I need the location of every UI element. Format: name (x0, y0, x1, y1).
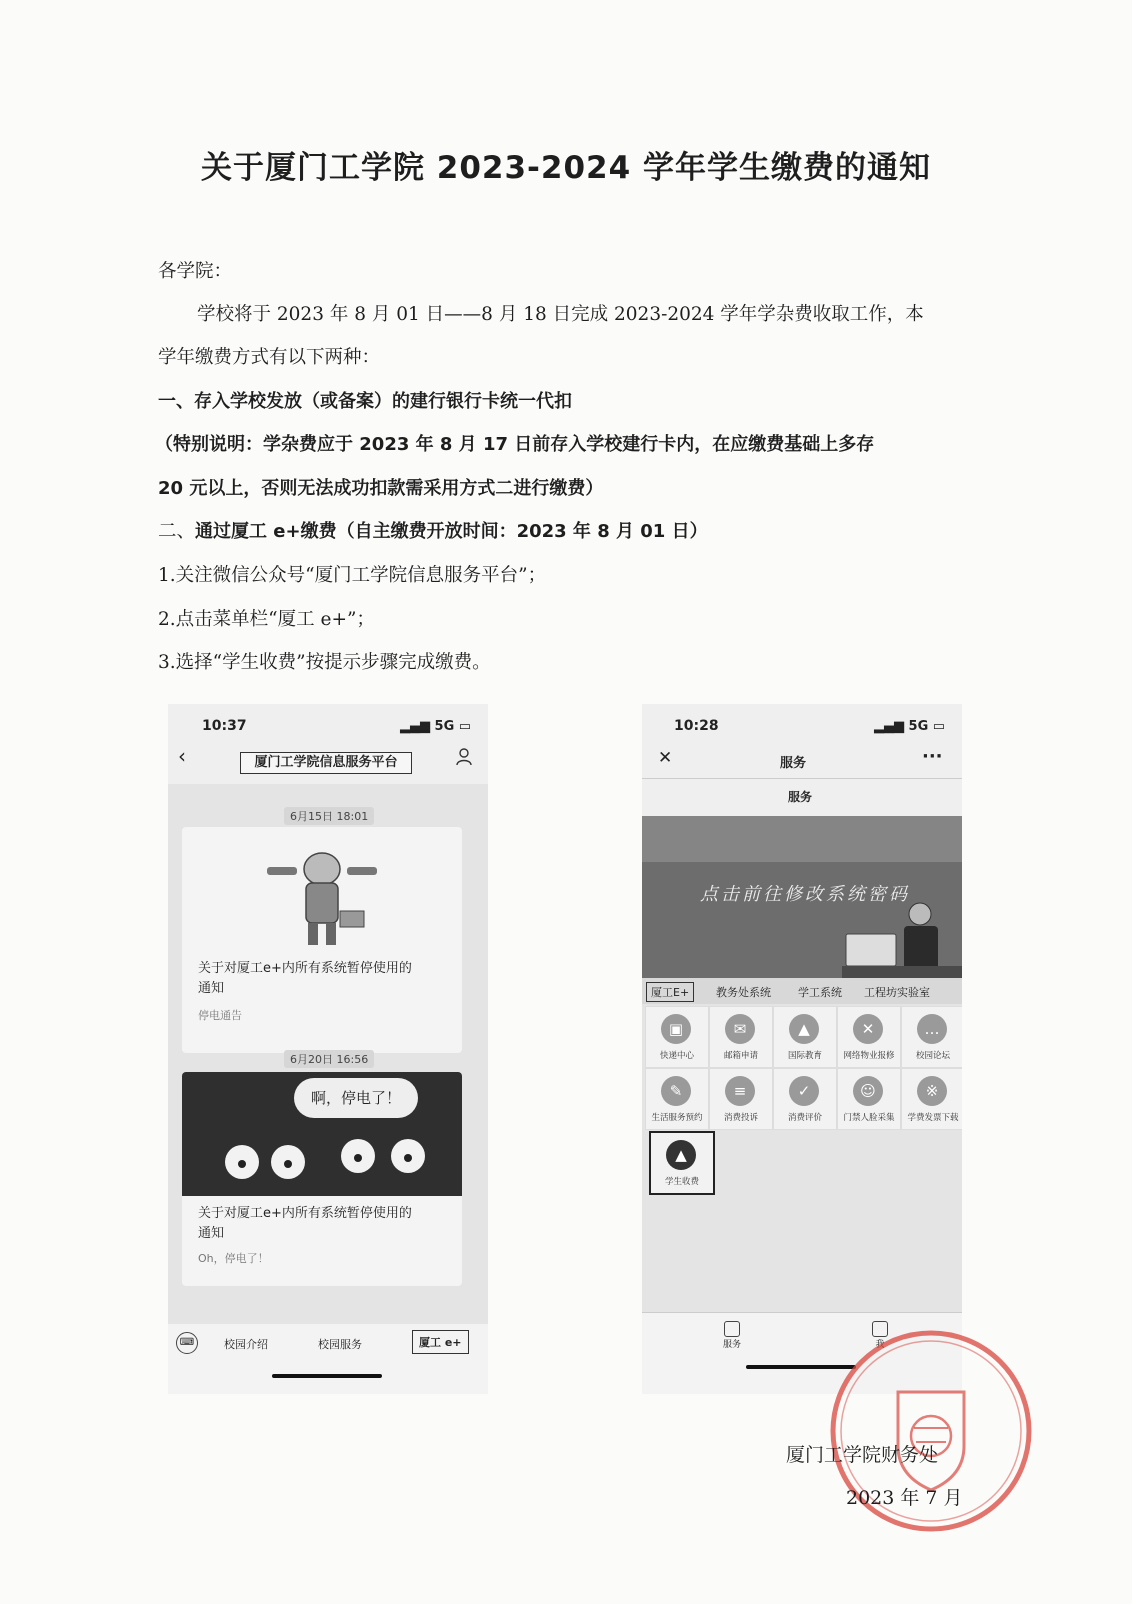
message-subtitle: 停电通告 (198, 1009, 242, 1022)
invoice-icon: ※ (917, 1076, 947, 1106)
tab-xiagong-e-plus[interactable]: 厦工E+ (646, 982, 694, 1002)
left-phone-screenshot (168, 704, 488, 1394)
password-banner[interactable] (642, 816, 962, 978)
message-card[interactable] (182, 1072, 462, 1286)
chat-icon: … (917, 1014, 947, 1044)
method1-note-line-1: （特别说明：学杂费应于 2023 年 8 月 17 日前存入学校建行卡内，在应缴费基础上多存 (155, 434, 875, 455)
wrench-icon: ✕ (853, 1014, 883, 1044)
more-icon[interactable]: ··· (922, 746, 943, 767)
greeting: 各学院： (158, 261, 233, 282)
service-mailbox-apply[interactable] (709, 1006, 773, 1068)
service-life-booking[interactable] (645, 1068, 709, 1130)
network-label: 5G (908, 719, 929, 734)
step-2: 2.点击菜单栏“厦工 e+”； (158, 609, 375, 630)
graduation-cap-icon: ▲ (666, 1140, 696, 1170)
message-title-line-1: 关于对厦工e+内所有系统暂停使用的 (198, 961, 412, 976)
service-label: 国际教育 (787, 1051, 822, 1061)
battery-icon: ▭ (458, 719, 472, 734)
person-icon[interactable] (456, 748, 472, 770)
page-header-title: 服务 (780, 756, 807, 771)
intro-line-2: 学年缴费方式有以下两种： (158, 347, 381, 368)
service-face-capture[interactable] (837, 1068, 901, 1130)
account-title: 厦门工学院信息服务平台 (240, 752, 412, 774)
battery-icon: ▭ (932, 719, 946, 734)
service-complaint[interactable] (709, 1068, 773, 1130)
right-phone-screenshot (642, 704, 962, 1394)
message-title-line-2: 通知 (198, 1226, 225, 1241)
menu-campus-service[interactable]: 校园服务 (318, 1338, 362, 1351)
document-title: 关于厦门工学院 2023-2024 学年学生缴费的通知 (200, 150, 931, 186)
graduation-cap-icon: ▲ (789, 1014, 819, 1044)
service-campus-forum[interactable] (901, 1006, 962, 1068)
signal-bars-icon: ▂▄▆ (874, 719, 904, 734)
tab-academic-system[interactable]: 教务处系统 (716, 986, 771, 999)
service-label: 学费发票下载 (907, 1113, 959, 1123)
message-subtitle: Oh，停电了！ (198, 1252, 269, 1265)
banner-text: 点击前往修改系统密码 (700, 884, 910, 905)
bottom-menu-bar (168, 1324, 488, 1394)
service-label: 门禁人脸采集 (843, 1113, 895, 1123)
close-icon[interactable]: ✕ (658, 748, 673, 768)
method1-note-line-2: 20 元以上，否则无法成功扣款需采用方式二进行缴费） (158, 478, 604, 499)
signal-bars-icon: ▂▄▆ (400, 719, 430, 734)
header-divider (642, 778, 962, 779)
message-timestamp: 6月15日 18:01 (284, 807, 374, 825)
message-title-line-1: 关于对厦工e+内所有系统暂停使用的 (198, 1206, 412, 1221)
tab-engineering-lab[interactable]: 工程坊实验室 (864, 986, 930, 999)
face-icon: ☺ (853, 1076, 883, 1106)
method2-prefix: 二、 (158, 521, 196, 542)
compass-icon (724, 1321, 740, 1337)
service-network-repair[interactable] (837, 1006, 901, 1068)
step-3: 3.选择“学生收费”按提示步骤完成缴费。 (158, 652, 491, 673)
banner-top-band (642, 816, 962, 862)
service-label: 快递中心 (659, 1051, 694, 1061)
status-time: 10:37 (202, 718, 247, 734)
step-1: 1.关注微信公众号“厦门工学院信息服务平台”； (158, 565, 547, 586)
menu-campus-intro[interactable]: 校园介绍 (224, 1338, 268, 1351)
power-outage-banner (182, 1072, 462, 1196)
signal-indicator (874, 719, 945, 734)
service-label: 消费投诉 (723, 1113, 758, 1123)
message-title-line-2: 通知 (198, 981, 225, 996)
nav-service[interactable] (712, 1321, 752, 1350)
edit-icon: ✎ (661, 1076, 691, 1106)
service-invoice-download[interactable] (901, 1068, 962, 1130)
service-international-edu[interactable] (773, 1006, 837, 1068)
mechanic-illustration (262, 837, 382, 953)
nav-me-label: 我 (875, 1340, 885, 1350)
package-icon: ▣ (661, 1014, 691, 1044)
page-subtitle: 服务 (788, 790, 813, 804)
nav-service-label: 服务 (722, 1340, 741, 1350)
service-label: 学生收费 (664, 1177, 699, 1187)
method1-heading: 一、存入学校发放（或备案）的建行银行卡统一代扣 (158, 391, 572, 412)
menu-xiagong-e-plus[interactable]: 厦工 e+ (412, 1330, 469, 1354)
signature-organization: 厦门工学院财务处 (786, 1444, 939, 1466)
signature-date: 2023 年 7 月 (846, 1487, 963, 1509)
network-label: 5G (434, 719, 455, 734)
service-label: 邮箱申请 (723, 1051, 758, 1061)
thumbs-up-icon: ✓ (789, 1076, 819, 1106)
service-label: 校园论坛 (915, 1051, 950, 1061)
tab-student-affairs[interactable]: 学工系统 (798, 986, 842, 999)
service-label: 消费评价 (787, 1113, 822, 1123)
status-time: 10:28 (674, 718, 719, 734)
intro-line-1: 学校将于 2023 年 8 月 01 日——8 月 18 日完成 2023-2024 学年学杂费收取工作，本 (197, 304, 924, 325)
chevron-left-icon[interactable]: ‹ (178, 744, 186, 768)
mail-icon: ✉ (725, 1014, 755, 1044)
message-timestamp: 6月20日 16:56 (284, 1050, 374, 1068)
home-indicator (272, 1374, 382, 1378)
service-evaluation[interactable] (773, 1068, 837, 1130)
method2-heading-text: 通过厦工 e+缴费（自主缴费开放时间：2023 年 8 月 01 日） (195, 521, 708, 542)
method2-heading (158, 518, 708, 546)
service-student-payment[interactable] (649, 1131, 715, 1195)
signal-indicator (400, 719, 471, 734)
service-label: 生活服务预约 (651, 1113, 703, 1123)
service-express-center[interactable] (645, 1006, 709, 1068)
service-label: 网络物业报修 (843, 1051, 895, 1061)
speech-bubble: 啊，停电了！ (294, 1078, 418, 1118)
service-tabs (642, 978, 962, 1004)
keyboard-icon[interactable]: ⌨ (176, 1332, 198, 1354)
message-card[interactable] (182, 827, 462, 1053)
comment-icon: ≡ (725, 1076, 755, 1106)
